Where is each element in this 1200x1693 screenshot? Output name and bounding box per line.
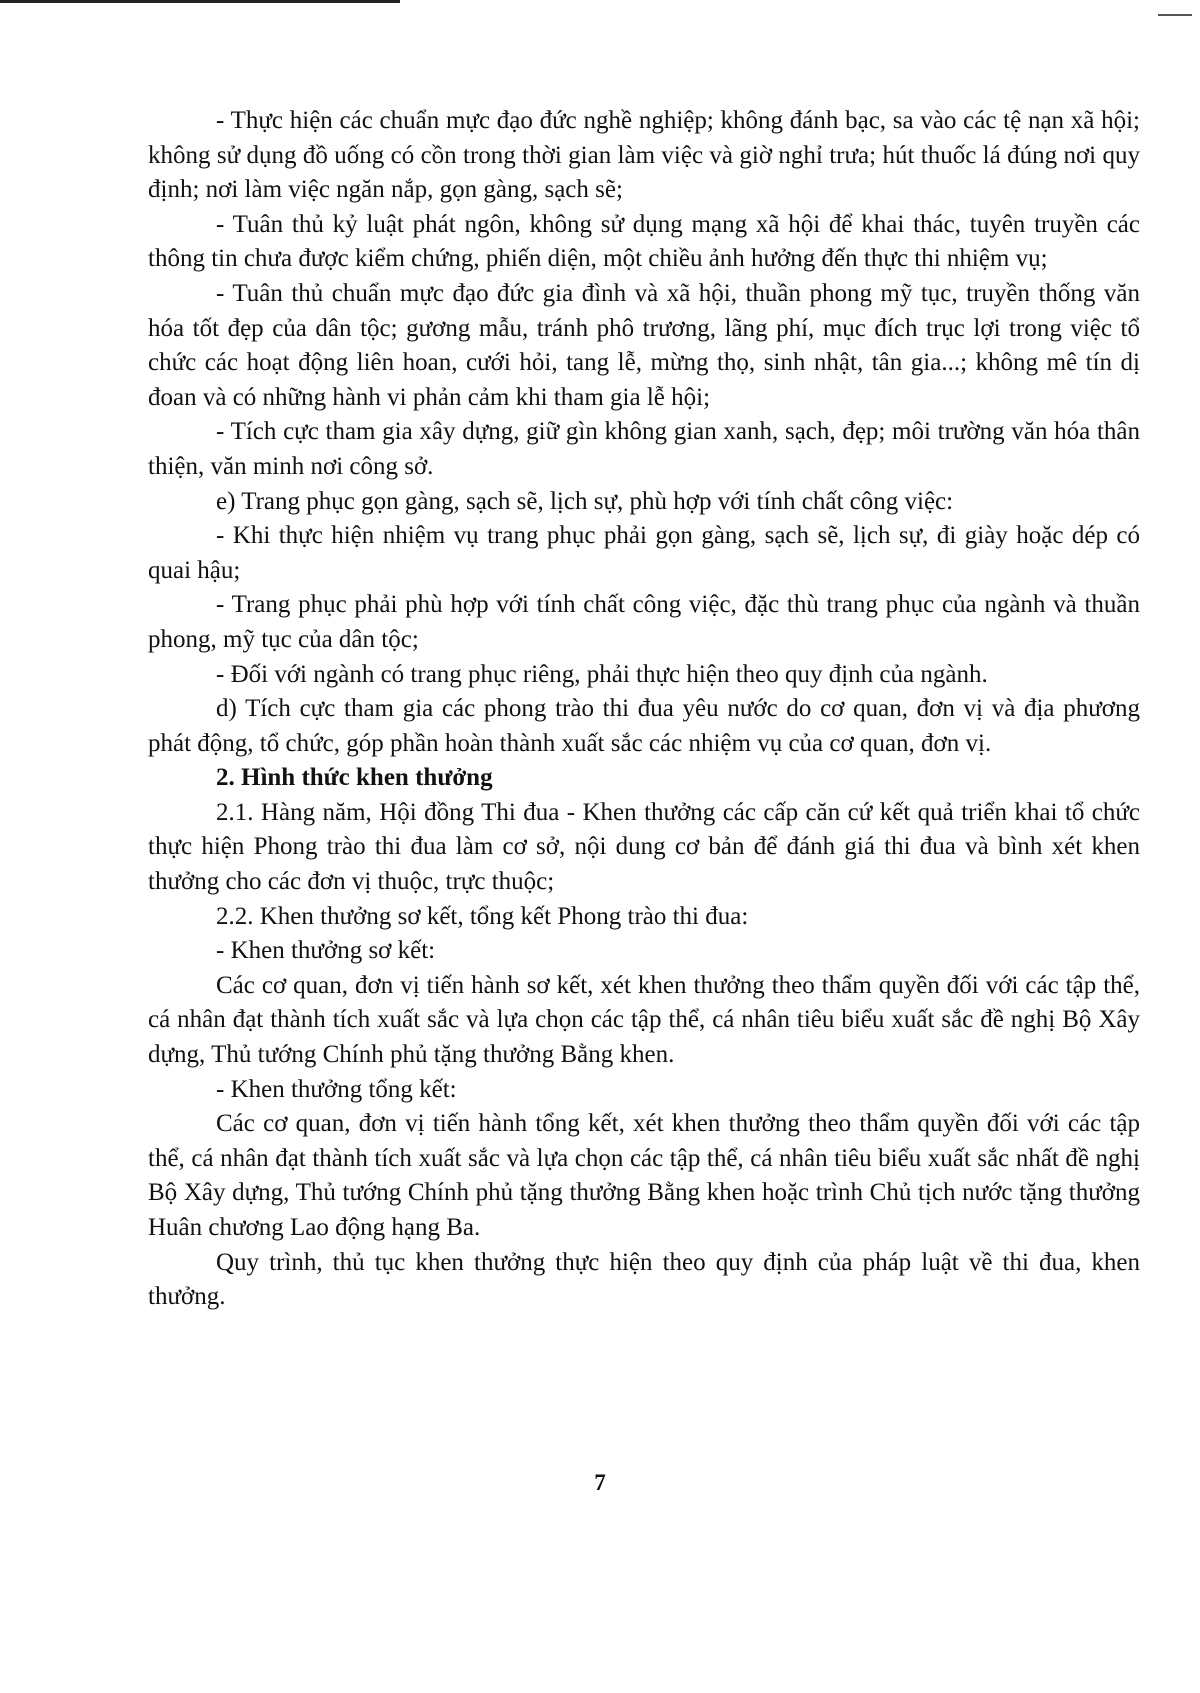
document-body (148, 104, 1140, 1315)
paragraph-procedure: Quy trình, thủ tục khen thưởng thực hiện theo quy định của pháp luật về thi đua, khen thưởng. (148, 1248, 1140, 1311)
paragraph-ethics: - Thực hiện các chuẩn mực đạo đức nghề nghiệp; không đánh bạc, sa vào các tệ nạn xã hội; không sử dụng đồ uống có cồn trong thời gian làm việc và giờ nghỉ trưa; hút thuốc lá đúng nơi quy định; nơi làm việc ngăn nắp, gọn gàng, sạch sẽ; (148, 107, 1140, 204)
paragraph-interim-body: Các cơ quan, đơn vị tiến hành sơ kết, xét khen thưởng theo thẩm quyền đối với các tập thể, cá nhân đạt thành tích xuất sắc và lựa chọn các tập thể, cá nhân tiêu biểu xuất sắc đề nghị Bộ Xây dựng, Thủ tướng Chính phủ tặng thưởng Bằng khen. (148, 971, 1140, 1069)
paragraph-final-body: Các cơ quan, đơn vị tiến hành tổng kết, xét khen thưởng theo thẩm quyền đối với các tập thể, cá nhân đạt thành tích xuất sắc và lựa chọn các tập thể, cá nhân tiêu biểu xuất sắc nhất đề nghị Bộ Xây dựng, Thủ tướng Chính phủ tặng thưởng Bằng khen hoặc trình Chủ tịch nước tặng thưởng Huân chương Lao động hạng Ba. (148, 1110, 1140, 1241)
paragraph-speech-discipline: - Tuân thủ kỷ luật phát ngôn, không sử dụng mạng xã hội để khai thác, tuyên truyền các thông tin chưa được kiểm chứng, phiến diện, một chiều ảnh hưởng đến thực thi nhiệm vụ; (148, 210, 1140, 273)
page-number: 7 (594, 1470, 606, 1495)
paragraph-emulation: d) Tích cực tham gia các phong trào thi đua yêu nước do cơ quan, đơn vị và địa phương phát động, tổ chức, góp phần hoàn thành xuất sắc các nhiệm vụ của cơ quan, đơn vị. (148, 695, 1140, 757)
paragraph-annual-reward: 2.1. Hàng năm, Hội đồng Thi đua - Khen thưởng các cấp căn cứ kết quả triển khai tổ chức thực hiện Phong trào thi đua làm cơ sở, nội dung cơ bản để đánh giá thi đua và bình xét khen thưởng cho các đơn vị thuộc, trực thuộc; (148, 798, 1140, 896)
scan-mark (1158, 14, 1192, 16)
paragraph-attire-heading: e) Trang phục gọn gàng, sạch sẽ, lịch sự, phù hợp với tính chất công việc: (216, 487, 954, 515)
paragraph-attire-suitable: - Trang phục phải phù hợp với tính chất công việc, đặc thù trang phục của ngành và thuần phong, mỹ tục của dân tộc; (148, 591, 1140, 653)
paragraph-interim-label: - Khen thưởng sơ kết: (216, 937, 436, 965)
paragraph-review-reward: 2.2. Khen thưởng sơ kết, tổng kết Phong trào thi đua: (216, 902, 749, 930)
scan-border-line (0, 0, 400, 3)
paragraph-family-society: - Tuân thủ chuẩn mực đạo đức gia đình và xã hội, thuần phong mỹ tục, truyền thống văn hóa tốt đẹp của dân tộc; gương mẫu, tránh phô trương, lãng phí, mục đích trục lợi trong việc tổ chức các hoạt động liên hoan, cưới hỏi, tang lễ, mừng thọ, sinh nhật, tân gia...; không mê tín dị đoan và có những hành vi phản cảm khi tham gia lễ hội; (148, 279, 1140, 411)
paragraph-attire-duty: - Khi thực hiện nhiệm vụ trang phục phải gọn gàng, sạch sẽ, lịch sự, đi giày hoặc dép có quai hậu; (148, 522, 1140, 584)
section-heading-rewards: 2. Hình thức khen thưởng (216, 764, 493, 792)
paragraph-green-space: - Tích cực tham gia xây dựng, giữ gìn không gian xanh, sạch, đẹp; môi trường văn hóa thân thiện, văn minh nơi công sở. (148, 418, 1140, 480)
paragraph-attire-uniform: - Đối với ngành có trang phục riêng, phải thực hiện theo quy định của ngành. (216, 660, 988, 688)
paragraph-final-label: - Khen thưởng tổng kết: (216, 1075, 457, 1103)
